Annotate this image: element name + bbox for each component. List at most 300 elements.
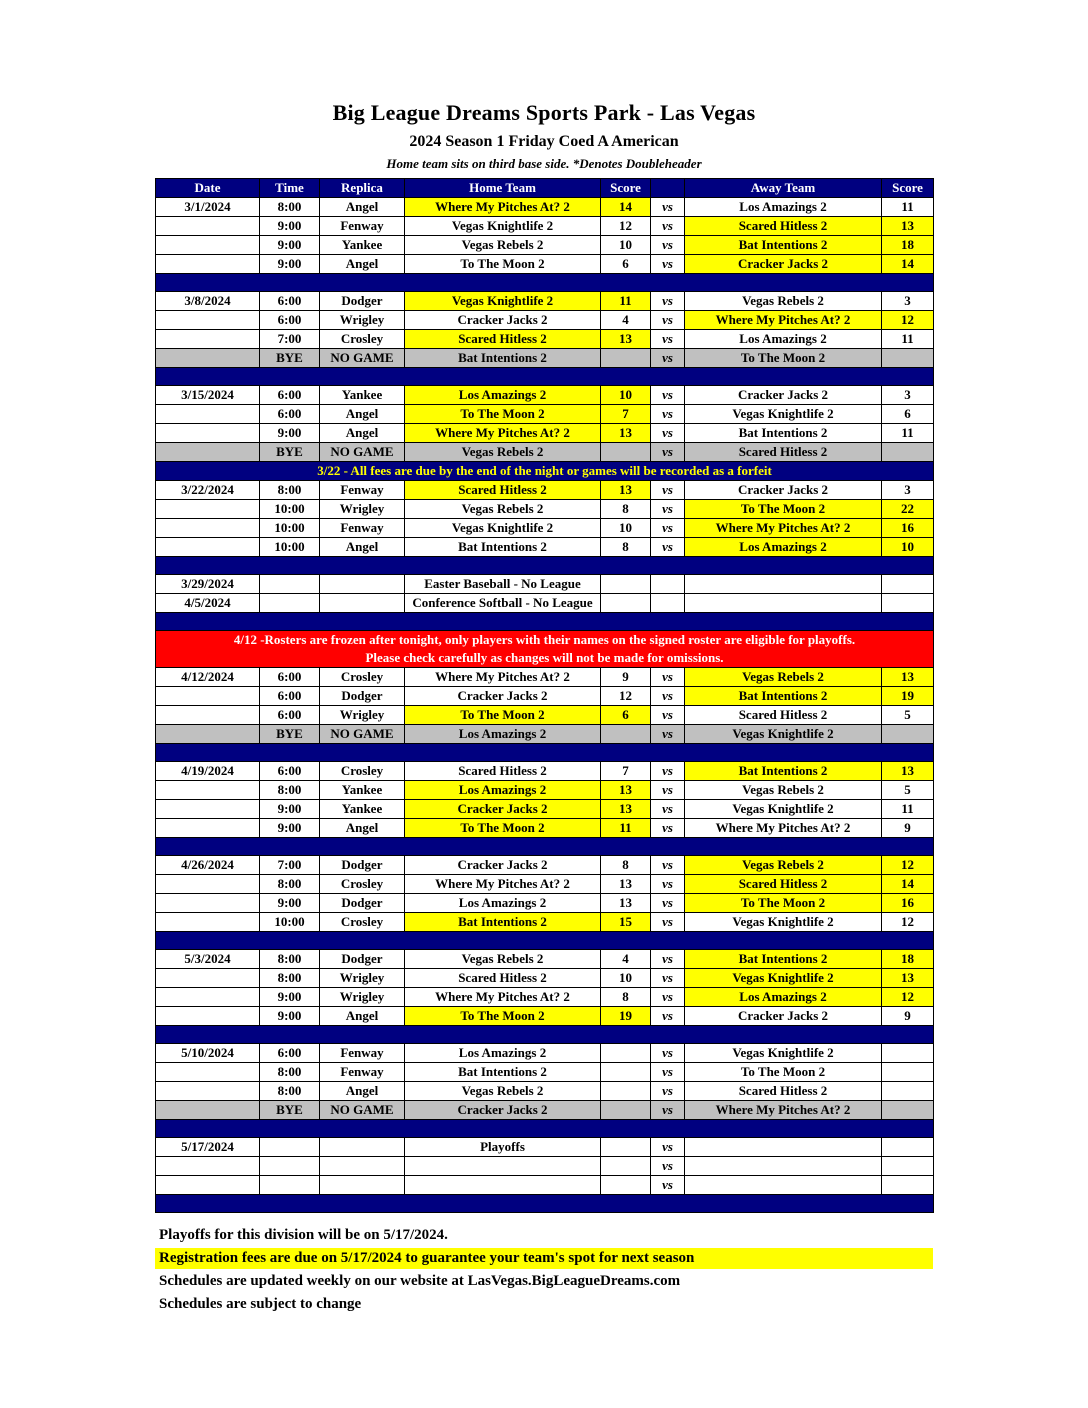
time-cell: 10:00: [260, 538, 320, 557]
sep-row: [156, 744, 934, 762]
home-team-cell: Cracker Jacks 2: [405, 800, 601, 819]
time-cell: 8:00: [260, 969, 320, 988]
away-score-cell: 11: [882, 424, 934, 443]
date-cell: [156, 349, 260, 368]
game-row: [156, 538, 934, 557]
vs-cell: vs: [651, 255, 685, 274]
playoffs-row: [156, 1138, 934, 1157]
page-title: Big League Dreams Sports Park - Las Vegas: [332, 100, 756, 125]
time-cell: [260, 1157, 320, 1176]
schedule-content: [155, 0, 933, 1315]
away-score-cell: [882, 1082, 934, 1101]
fees-notice: 3/22 - All fees are due by the end of the night or games will be recorded as a forfeit: [156, 462, 934, 481]
home-score-cell: 13: [601, 875, 651, 894]
sep-row: [156, 932, 934, 950]
away-team-cell: Vegas Knightlife 2: [685, 1044, 882, 1063]
replica-cell: Angel: [320, 1082, 405, 1101]
footer-note: Playoffs for this division will be on 5/17/2024.: [159, 1227, 448, 1243]
vs-cell: vs: [651, 913, 685, 932]
replica-cell: NO GAME: [320, 1101, 405, 1120]
date-cell: [156, 1157, 260, 1176]
home-score-cell: 14: [601, 198, 651, 217]
home-team-cell: To The Moon 2: [405, 405, 601, 424]
date-cell: [156, 725, 260, 744]
away-score-cell: 6: [882, 405, 934, 424]
date-cell: 4/5/2024: [156, 594, 260, 613]
away-team-cell: Vegas Knightlife 2: [685, 969, 882, 988]
time-cell: 6:00: [260, 706, 320, 725]
game-row: [156, 255, 934, 274]
replica-cell: Crosley: [320, 330, 405, 349]
replica-cell: Dodger: [320, 856, 405, 875]
time-cell: BYE: [260, 349, 320, 368]
away-score-cell: 12: [882, 988, 934, 1007]
home-team-cell: Bat Intentions 2: [405, 913, 601, 932]
away-score-cell: 13: [882, 217, 934, 236]
home-score-cell: 8: [601, 538, 651, 557]
date-cell: 4/19/2024: [156, 762, 260, 781]
time-cell: 7:00: [260, 856, 320, 875]
game-row: [156, 198, 934, 217]
game-row: [156, 762, 934, 781]
game-row: [156, 330, 934, 349]
time-cell: BYE: [260, 443, 320, 462]
away-score-cell: [882, 1176, 934, 1195]
footer-note: Schedules are updated weekly on our website at LasVegas.BigLeagueDreams.com: [159, 1273, 681, 1289]
away-score-cell: 11: [882, 330, 934, 349]
replica-cell: [320, 594, 405, 613]
away-team-cell: Vegas Knightlife 2: [685, 800, 882, 819]
time-cell: 8:00: [260, 875, 320, 894]
replica-cell: Angel: [320, 255, 405, 274]
home-score-cell: 7: [601, 762, 651, 781]
time-cell: 9:00: [260, 894, 320, 913]
vs-cell: vs: [651, 668, 685, 687]
date-cell: [156, 311, 260, 330]
home-team-note: Home team sits on third base side. *Denotes Doubleheader: [386, 156, 702, 171]
time-cell: 8:00: [260, 1063, 320, 1082]
date-cell: 3/1/2024: [156, 198, 260, 217]
home-score-cell: 9: [601, 668, 651, 687]
vs-cell: vs: [651, 538, 685, 557]
date-cell: [156, 424, 260, 443]
home-score-cell: 8: [601, 500, 651, 519]
away-team-cell: Where My Pitches At? 2: [685, 519, 882, 538]
vs-cell: vs: [651, 443, 685, 462]
away-team-cell: Scared Hitless 2: [685, 217, 882, 236]
date-cell: [156, 969, 260, 988]
vs-cell: vs: [651, 386, 685, 405]
away-score-cell: [882, 1101, 934, 1120]
home-team-cell: Los Amazings 2: [405, 725, 601, 744]
time-cell: 9:00: [260, 217, 320, 236]
home-score-cell: 6: [601, 255, 651, 274]
home-team-cell: Scared Hitless 2: [405, 762, 601, 781]
vs-cell: vs: [651, 856, 685, 875]
away-score-cell: 16: [882, 894, 934, 913]
date-cell: [156, 687, 260, 706]
away-score-cell: 9: [882, 819, 934, 838]
away-team-cell: Vegas Rebels 2: [685, 292, 882, 311]
game-row: [156, 405, 934, 424]
game-row: [156, 819, 934, 838]
away-team-cell: [685, 575, 882, 594]
away-team-cell: Bat Intentions 2: [685, 687, 882, 706]
vs-cell: vs: [651, 781, 685, 800]
game-row: [156, 1044, 934, 1063]
away-team-cell: Los Amazings 2: [685, 198, 882, 217]
home-team-cell: Where My Pitches At? 2: [405, 668, 601, 687]
roster-freeze-notice: [156, 631, 934, 668]
column-header-replica: Replica: [320, 179, 405, 198]
vs-cell: vs: [651, 969, 685, 988]
replica-cell: NO GAME: [320, 443, 405, 462]
home-team-cell: Cracker Jacks 2: [405, 687, 601, 706]
notice-red-row: [156, 631, 934, 668]
vs-cell: vs: [651, 875, 685, 894]
home-team-cell: Los Amazings 2: [405, 894, 601, 913]
away-team-cell: Vegas Rebels 2: [685, 668, 882, 687]
away-score-cell: [882, 1044, 934, 1063]
vs-cell: vs: [651, 481, 685, 500]
time-cell: 7:00: [260, 330, 320, 349]
replica-cell: Yankee: [320, 800, 405, 819]
home-team-cell: Los Amazings 2: [405, 781, 601, 800]
vs-cell: vs: [651, 988, 685, 1007]
home-team-cell: Scared Hitless 2: [405, 481, 601, 500]
replica-cell: Fenway: [320, 481, 405, 500]
away-team-cell: Los Amazings 2: [685, 538, 882, 557]
date-cell: [156, 706, 260, 725]
home-team-cell: [405, 1157, 601, 1176]
home-team-cell: Where My Pitches At? 2: [405, 875, 601, 894]
column-header-home-team: Home Team: [405, 179, 601, 198]
away-team-cell: Cracker Jacks 2: [685, 1007, 882, 1026]
game-row: [156, 875, 934, 894]
away-score-cell: 18: [882, 950, 934, 969]
vs-cell: vs: [651, 349, 685, 368]
replica-cell: [320, 1176, 405, 1195]
schedule-table-head: [156, 179, 934, 198]
vs-cell: vs: [651, 311, 685, 330]
away-team-cell: [685, 1176, 882, 1195]
away-score-cell: 5: [882, 781, 934, 800]
game-row: [156, 481, 934, 500]
home-score-cell: [601, 1138, 651, 1157]
replica-cell: Crosley: [320, 913, 405, 932]
bye-row: [156, 725, 934, 744]
home-team-cell: Los Amazings 2: [405, 386, 601, 405]
vs-cell: vs: [651, 894, 685, 913]
away-score-cell: [882, 725, 934, 744]
time-cell: [260, 1138, 320, 1157]
game-row: [156, 913, 934, 932]
schedule-table: [155, 178, 934, 1213]
home-score-cell: 13: [601, 481, 651, 500]
home-team-cell: Vegas Knightlife 2: [405, 217, 601, 236]
away-team-cell: [685, 1138, 882, 1157]
away-team-cell: Los Amazings 2: [685, 988, 882, 1007]
replica-cell: Angel: [320, 424, 405, 443]
time-cell: 6:00: [260, 386, 320, 405]
game-row: [156, 519, 934, 538]
vs-cell: vs: [651, 1044, 685, 1063]
away-score-cell: [882, 575, 934, 594]
away-team-cell: To The Moon 2: [685, 1063, 882, 1082]
vs-cell: vs: [651, 236, 685, 255]
home-team-cell: Bat Intentions 2: [405, 538, 601, 557]
game-row: [156, 500, 934, 519]
home-team-cell: Scared Hitless 2: [405, 969, 601, 988]
home-score-cell: 10: [601, 969, 651, 988]
replica-cell: Crosley: [320, 668, 405, 687]
home-team-cell: Vegas Rebels 2: [405, 443, 601, 462]
replica-cell: Fenway: [320, 217, 405, 236]
date-cell: [156, 519, 260, 538]
home-score-cell: [601, 1063, 651, 1082]
game-row: [156, 950, 934, 969]
home-score-cell: 4: [601, 950, 651, 969]
roster-freeze-notice-line: 4/12 -Rosters are frozen after tonight, only players with their names on the signed roster are eligible for playoffs.: [233, 632, 856, 647]
game-row: [156, 292, 934, 311]
separator-band: [156, 274, 934, 292]
home-team-cell: Where My Pitches At? 2: [405, 424, 601, 443]
replica-cell: [320, 1138, 405, 1157]
date-cell: [156, 894, 260, 913]
separator-band: [156, 1195, 934, 1213]
replica-cell: Fenway: [320, 519, 405, 538]
home-team-cell: Where My Pitches At? 2: [405, 988, 601, 1007]
time-cell: 6:00: [260, 292, 320, 311]
game-row: [156, 217, 934, 236]
replica-cell: NO GAME: [320, 349, 405, 368]
date-cell: 3/22/2024: [156, 481, 260, 500]
away-score-cell: 12: [882, 311, 934, 330]
away-score-cell: 3: [882, 386, 934, 405]
away-score-cell: 13: [882, 969, 934, 988]
vs-cell: vs: [651, 762, 685, 781]
separator-band: [156, 932, 934, 950]
roster-freeze-notice-line: Please check carefully as changes will not be made for omissions.: [365, 650, 724, 665]
bye-row: [156, 443, 934, 462]
game-row: [156, 1007, 934, 1026]
away-team-cell: Cracker Jacks 2: [685, 255, 882, 274]
game-row: [156, 311, 934, 330]
home-team-cell: To The Moon 2: [405, 819, 601, 838]
registration-fees-note: Registration fees are due on 5/17/2024 to guarantee your team's spot for next season: [155, 1248, 933, 1269]
away-team-cell: Where My Pitches At? 2: [685, 1101, 882, 1120]
replica-cell: [320, 1157, 405, 1176]
vs-cell: vs: [651, 687, 685, 706]
replica-cell: Dodger: [320, 894, 405, 913]
time-cell: 10:00: [260, 500, 320, 519]
game-row: [156, 856, 934, 875]
home-score-cell: 10: [601, 236, 651, 255]
away-team-cell: Scared Hitless 2: [685, 875, 882, 894]
footer-note: Schedules are subject to change: [159, 1296, 362, 1312]
home-team-cell: Los Amazings 2: [405, 1044, 601, 1063]
home-team-cell: Vegas Knightlife 2: [405, 519, 601, 538]
away-score-cell: 5: [882, 706, 934, 725]
home-score-cell: 19: [601, 1007, 651, 1026]
away-score-cell: 13: [882, 668, 934, 687]
home-team-cell: Vegas Knightlife 2: [405, 292, 601, 311]
replica-cell: NO GAME: [320, 725, 405, 744]
away-score-cell: 19: [882, 687, 934, 706]
replica-cell: Crosley: [320, 875, 405, 894]
date-cell: 3/15/2024: [156, 386, 260, 405]
home-score-cell: [601, 1176, 651, 1195]
replica-cell: Dodger: [320, 950, 405, 969]
away-score-cell: [882, 1157, 934, 1176]
home-score-cell: 8: [601, 988, 651, 1007]
away-score-cell: 14: [882, 875, 934, 894]
column-header-date: Date: [156, 179, 260, 198]
separator-band: [156, 744, 934, 762]
away-team-cell: Bat Intentions 2: [685, 236, 882, 255]
time-cell: [260, 575, 320, 594]
away-team-cell: Bat Intentions 2: [685, 762, 882, 781]
column-header-vs: [651, 179, 685, 198]
date-cell: 5/17/2024: [156, 1138, 260, 1157]
time-cell: 8:00: [260, 481, 320, 500]
vs-cell: vs: [651, 819, 685, 838]
home-score-cell: [601, 725, 651, 744]
event-row: [156, 594, 934, 613]
date-cell: 3/29/2024: [156, 575, 260, 594]
column-header-score: Score: [601, 179, 651, 198]
replica-cell: Dodger: [320, 687, 405, 706]
away-team-cell: Bat Intentions 2: [685, 950, 882, 969]
time-cell: 9:00: [260, 988, 320, 1007]
sep-row: [156, 1026, 934, 1044]
separator-band: [156, 368, 934, 386]
home-team-cell: Bat Intentions 2: [405, 349, 601, 368]
vs-cell: vs: [651, 1101, 685, 1120]
home-team-cell: Cracker Jacks 2: [405, 856, 601, 875]
away-score-cell: 22: [882, 500, 934, 519]
home-team-cell: To The Moon 2: [405, 255, 601, 274]
date-cell: [156, 405, 260, 424]
game-row: [156, 424, 934, 443]
away-score-cell: [882, 349, 934, 368]
time-cell: 9:00: [260, 1007, 320, 1026]
away-score-cell: 14: [882, 255, 934, 274]
date-cell: [156, 538, 260, 557]
away-score-cell: 16: [882, 519, 934, 538]
replica-cell: Angel: [320, 198, 405, 217]
time-cell: 10:00: [260, 913, 320, 932]
replica-cell: Angel: [320, 819, 405, 838]
home-score-cell: [601, 575, 651, 594]
replica-cell: Dodger: [320, 292, 405, 311]
away-score-cell: 10: [882, 538, 934, 557]
away-team-cell: Bat Intentions 2: [685, 424, 882, 443]
vs-cell: vs: [651, 706, 685, 725]
home-team-cell: [405, 1176, 601, 1195]
away-score-cell: 11: [882, 800, 934, 819]
replica-cell: Angel: [320, 1007, 405, 1026]
game-row: [156, 988, 934, 1007]
time-cell: [260, 1176, 320, 1195]
home-team-cell: Scared Hitless 2: [405, 330, 601, 349]
column-header-time: Time: [260, 179, 320, 198]
game-row: [156, 1063, 934, 1082]
away-score-cell: [882, 594, 934, 613]
vs-cell: [651, 575, 685, 594]
time-cell: 8:00: [260, 781, 320, 800]
away-score-cell: 12: [882, 913, 934, 932]
away-team-cell: Vegas Knightlife 2: [685, 405, 882, 424]
home-score-cell: 13: [601, 781, 651, 800]
vs-cell: vs: [651, 800, 685, 819]
away-team-cell: Cracker Jacks 2: [685, 386, 882, 405]
vs-cell: vs: [651, 217, 685, 236]
away-score-cell: 18: [882, 236, 934, 255]
replica-cell: Yankee: [320, 236, 405, 255]
date-cell: [156, 500, 260, 519]
vs-cell: vs: [651, 1063, 685, 1082]
replica-cell: Wrigley: [320, 988, 405, 1007]
time-cell: 6:00: [260, 311, 320, 330]
home-score-cell: [601, 443, 651, 462]
home-score-cell: 13: [601, 330, 651, 349]
vs-cell: vs: [651, 1157, 685, 1176]
time-cell: 9:00: [260, 236, 320, 255]
home-score-cell: 15: [601, 913, 651, 932]
date-cell: 5/10/2024: [156, 1044, 260, 1063]
home-score-cell: 12: [601, 217, 651, 236]
vs-cell: vs: [651, 950, 685, 969]
home-team-cell: Cracker Jacks 2: [405, 1101, 601, 1120]
away-team-cell: Los Amazings 2: [685, 330, 882, 349]
date-cell: [156, 217, 260, 236]
time-cell: BYE: [260, 725, 320, 744]
vs-cell: vs: [651, 424, 685, 443]
vsrow-row: [156, 1157, 934, 1176]
time-cell: [260, 594, 320, 613]
date-cell: 5/3/2024: [156, 950, 260, 969]
vs-cell: vs: [651, 1082, 685, 1101]
replica-cell: Angel: [320, 405, 405, 424]
date-cell: [156, 875, 260, 894]
game-row: [156, 386, 934, 405]
date-cell: [156, 1082, 260, 1101]
vs-cell: vs: [651, 519, 685, 538]
sep-row: [156, 368, 934, 386]
schedule-table-body: [156, 198, 934, 1213]
date-cell: [156, 330, 260, 349]
vs-cell: vs: [651, 198, 685, 217]
replica-cell: Fenway: [320, 1044, 405, 1063]
footer-notes: [155, 1225, 933, 1315]
home-team-cell: Cracker Jacks 2: [405, 311, 601, 330]
away-score-cell: [882, 1138, 934, 1157]
away-team-cell: Where My Pitches At? 2: [685, 311, 882, 330]
away-score-cell: 3: [882, 292, 934, 311]
replica-cell: Wrigley: [320, 311, 405, 330]
sep-row: [156, 274, 934, 292]
game-row: [156, 781, 934, 800]
vs-cell: vs: [651, 330, 685, 349]
column-header-away-team: Away Team: [685, 179, 882, 198]
home-score-cell: [601, 1101, 651, 1120]
away-team-cell: [685, 1157, 882, 1176]
vs-cell: vs: [651, 292, 685, 311]
date-cell: 4/12/2024: [156, 668, 260, 687]
separator-band: [156, 1026, 934, 1044]
date-cell: [156, 988, 260, 1007]
